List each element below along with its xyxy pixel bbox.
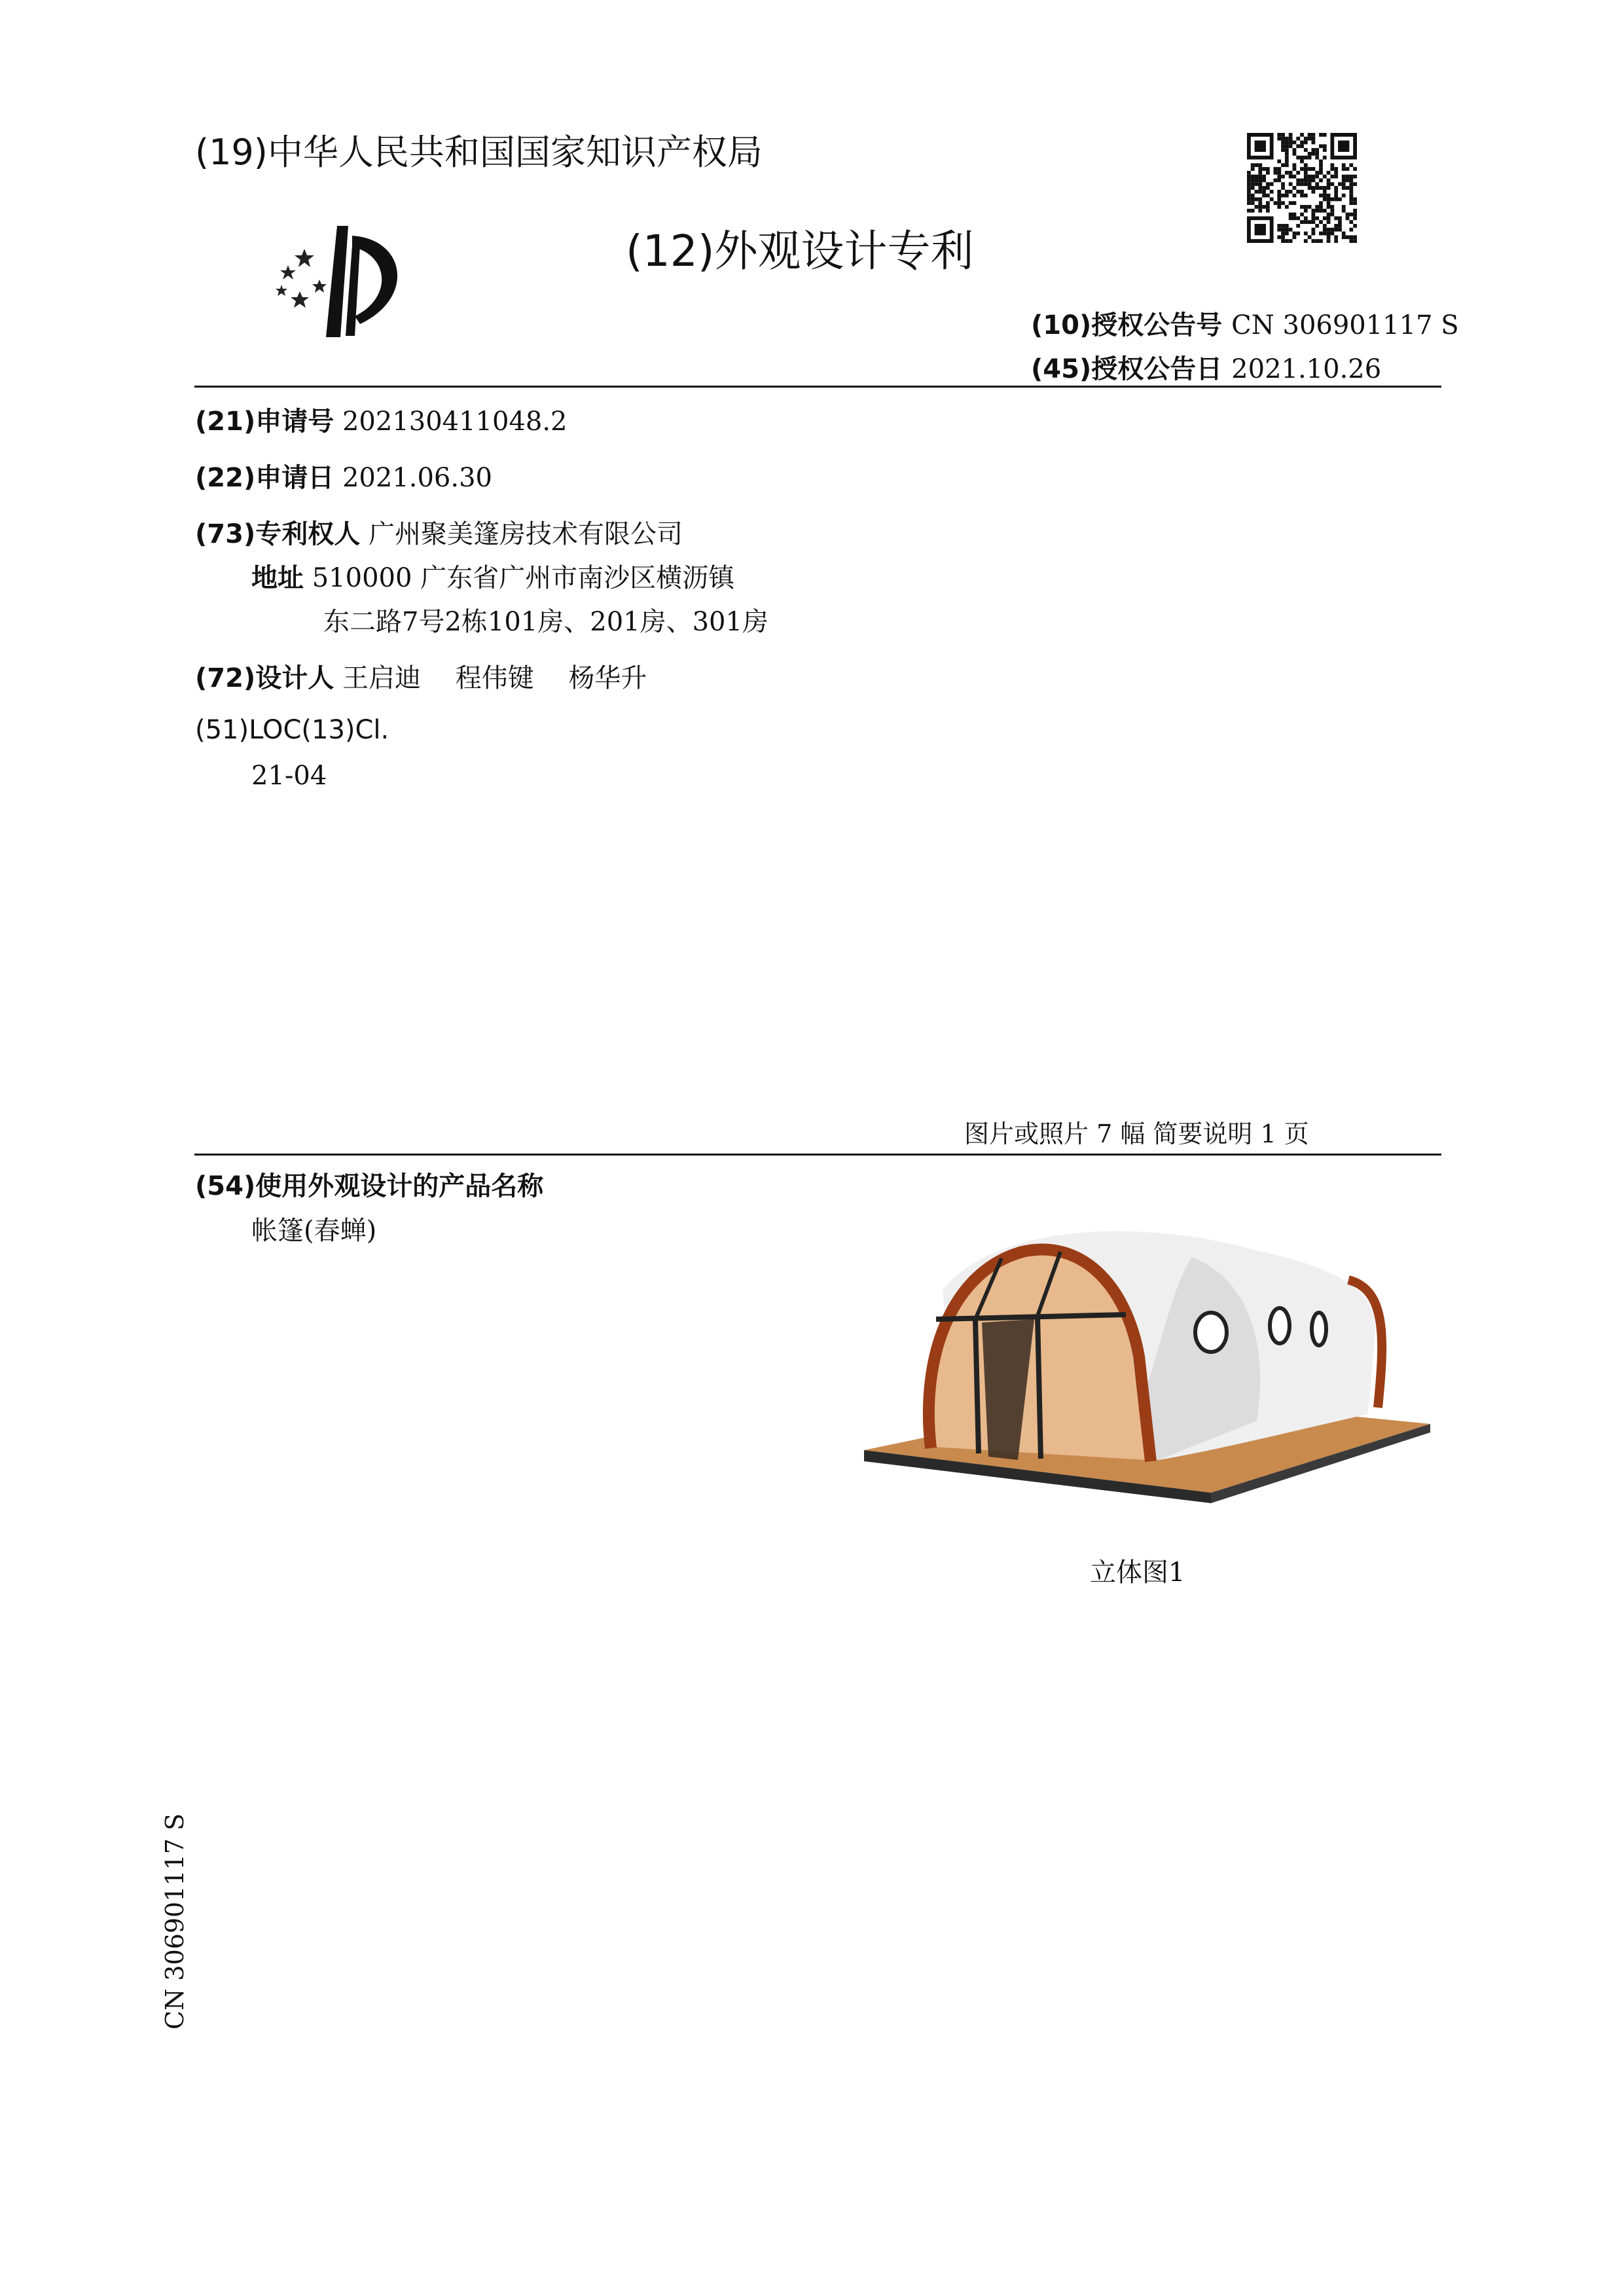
address-line-1: 510000 广东省广州市南沙区横沥镇 bbox=[312, 563, 735, 593]
side-publication-number: CN 306901117 S bbox=[160, 1813, 189, 2030]
figure-caption: 立体图1 bbox=[1090, 1558, 1185, 1588]
grant-date bbox=[1031, 348, 1381, 386]
emblem-star bbox=[295, 249, 314, 267]
product-name: 帐篷(春蝉) bbox=[251, 1216, 377, 1246]
filing-date-label: (22)申请日 bbox=[195, 463, 334, 493]
door-frame-right bbox=[1038, 1316, 1041, 1459]
emblem-star bbox=[312, 280, 327, 293]
qr-code bbox=[1247, 133, 1357, 243]
emblem-star bbox=[276, 285, 287, 296]
emblem-stem bbox=[346, 246, 360, 336]
grant-number bbox=[1031, 304, 1459, 342]
emblem-star bbox=[280, 265, 296, 280]
pictures-summary: 图片或照片 7 幅 简要说明 1 页 bbox=[964, 1120, 1309, 1148]
tent-perspective-figure bbox=[851, 1205, 1440, 1525]
application-number-value: 202130411048.2 bbox=[342, 407, 568, 437]
product-name-label: (54)使用外观设计的产品名称 bbox=[195, 1171, 544, 1201]
filing-date bbox=[195, 457, 492, 494]
designers-label: (72)设计人 bbox=[195, 663, 334, 693]
porthole-window bbox=[1270, 1308, 1290, 1343]
address-label: 地址 bbox=[251, 563, 304, 593]
application-number bbox=[195, 401, 568, 438]
grant-date-label: (45)授权公告日 bbox=[1031, 354, 1223, 384]
header-divider bbox=[194, 386, 1441, 388]
porthole-window bbox=[1195, 1313, 1227, 1352]
emblem-star bbox=[291, 291, 309, 308]
designers-value: 王启迪 程伟键 杨华升 bbox=[342, 663, 647, 693]
section-divider bbox=[194, 1154, 1441, 1156]
grant-number-label: (10)授权公告号 bbox=[1031, 310, 1223, 340]
designers bbox=[195, 657, 647, 695]
emblem-blade bbox=[326, 226, 348, 337]
patentee-value: 广州聚美篷房技术有限公司 bbox=[368, 519, 683, 549]
issuing-office: (19)中华人民共和国国家知识产权局 bbox=[195, 132, 763, 173]
door-frame-left bbox=[975, 1319, 979, 1453]
patentee-address bbox=[251, 557, 734, 594]
application-number-label: (21)申请号 bbox=[195, 407, 334, 437]
patentee bbox=[195, 513, 683, 551]
patentee-label: (73)专利权人 bbox=[195, 519, 361, 549]
loc-classification-label: (51)LOC(13)Cl. bbox=[195, 715, 389, 745]
address-line-2: 东二路7号2栋101房、201房、301房 bbox=[323, 607, 768, 637]
filing-date-value: 2021.06.30 bbox=[342, 463, 492, 493]
grant-date-value: 2021.10.26 bbox=[1231, 354, 1382, 384]
cnipa-emblem-logo bbox=[268, 219, 422, 340]
porthole-window bbox=[1312, 1313, 1326, 1345]
grant-number-value: CN 306901117 S bbox=[1231, 310, 1459, 340]
loc-classification-value: 21-04 bbox=[251, 761, 327, 791]
document-type: (12)外观设计专利 bbox=[626, 226, 974, 276]
